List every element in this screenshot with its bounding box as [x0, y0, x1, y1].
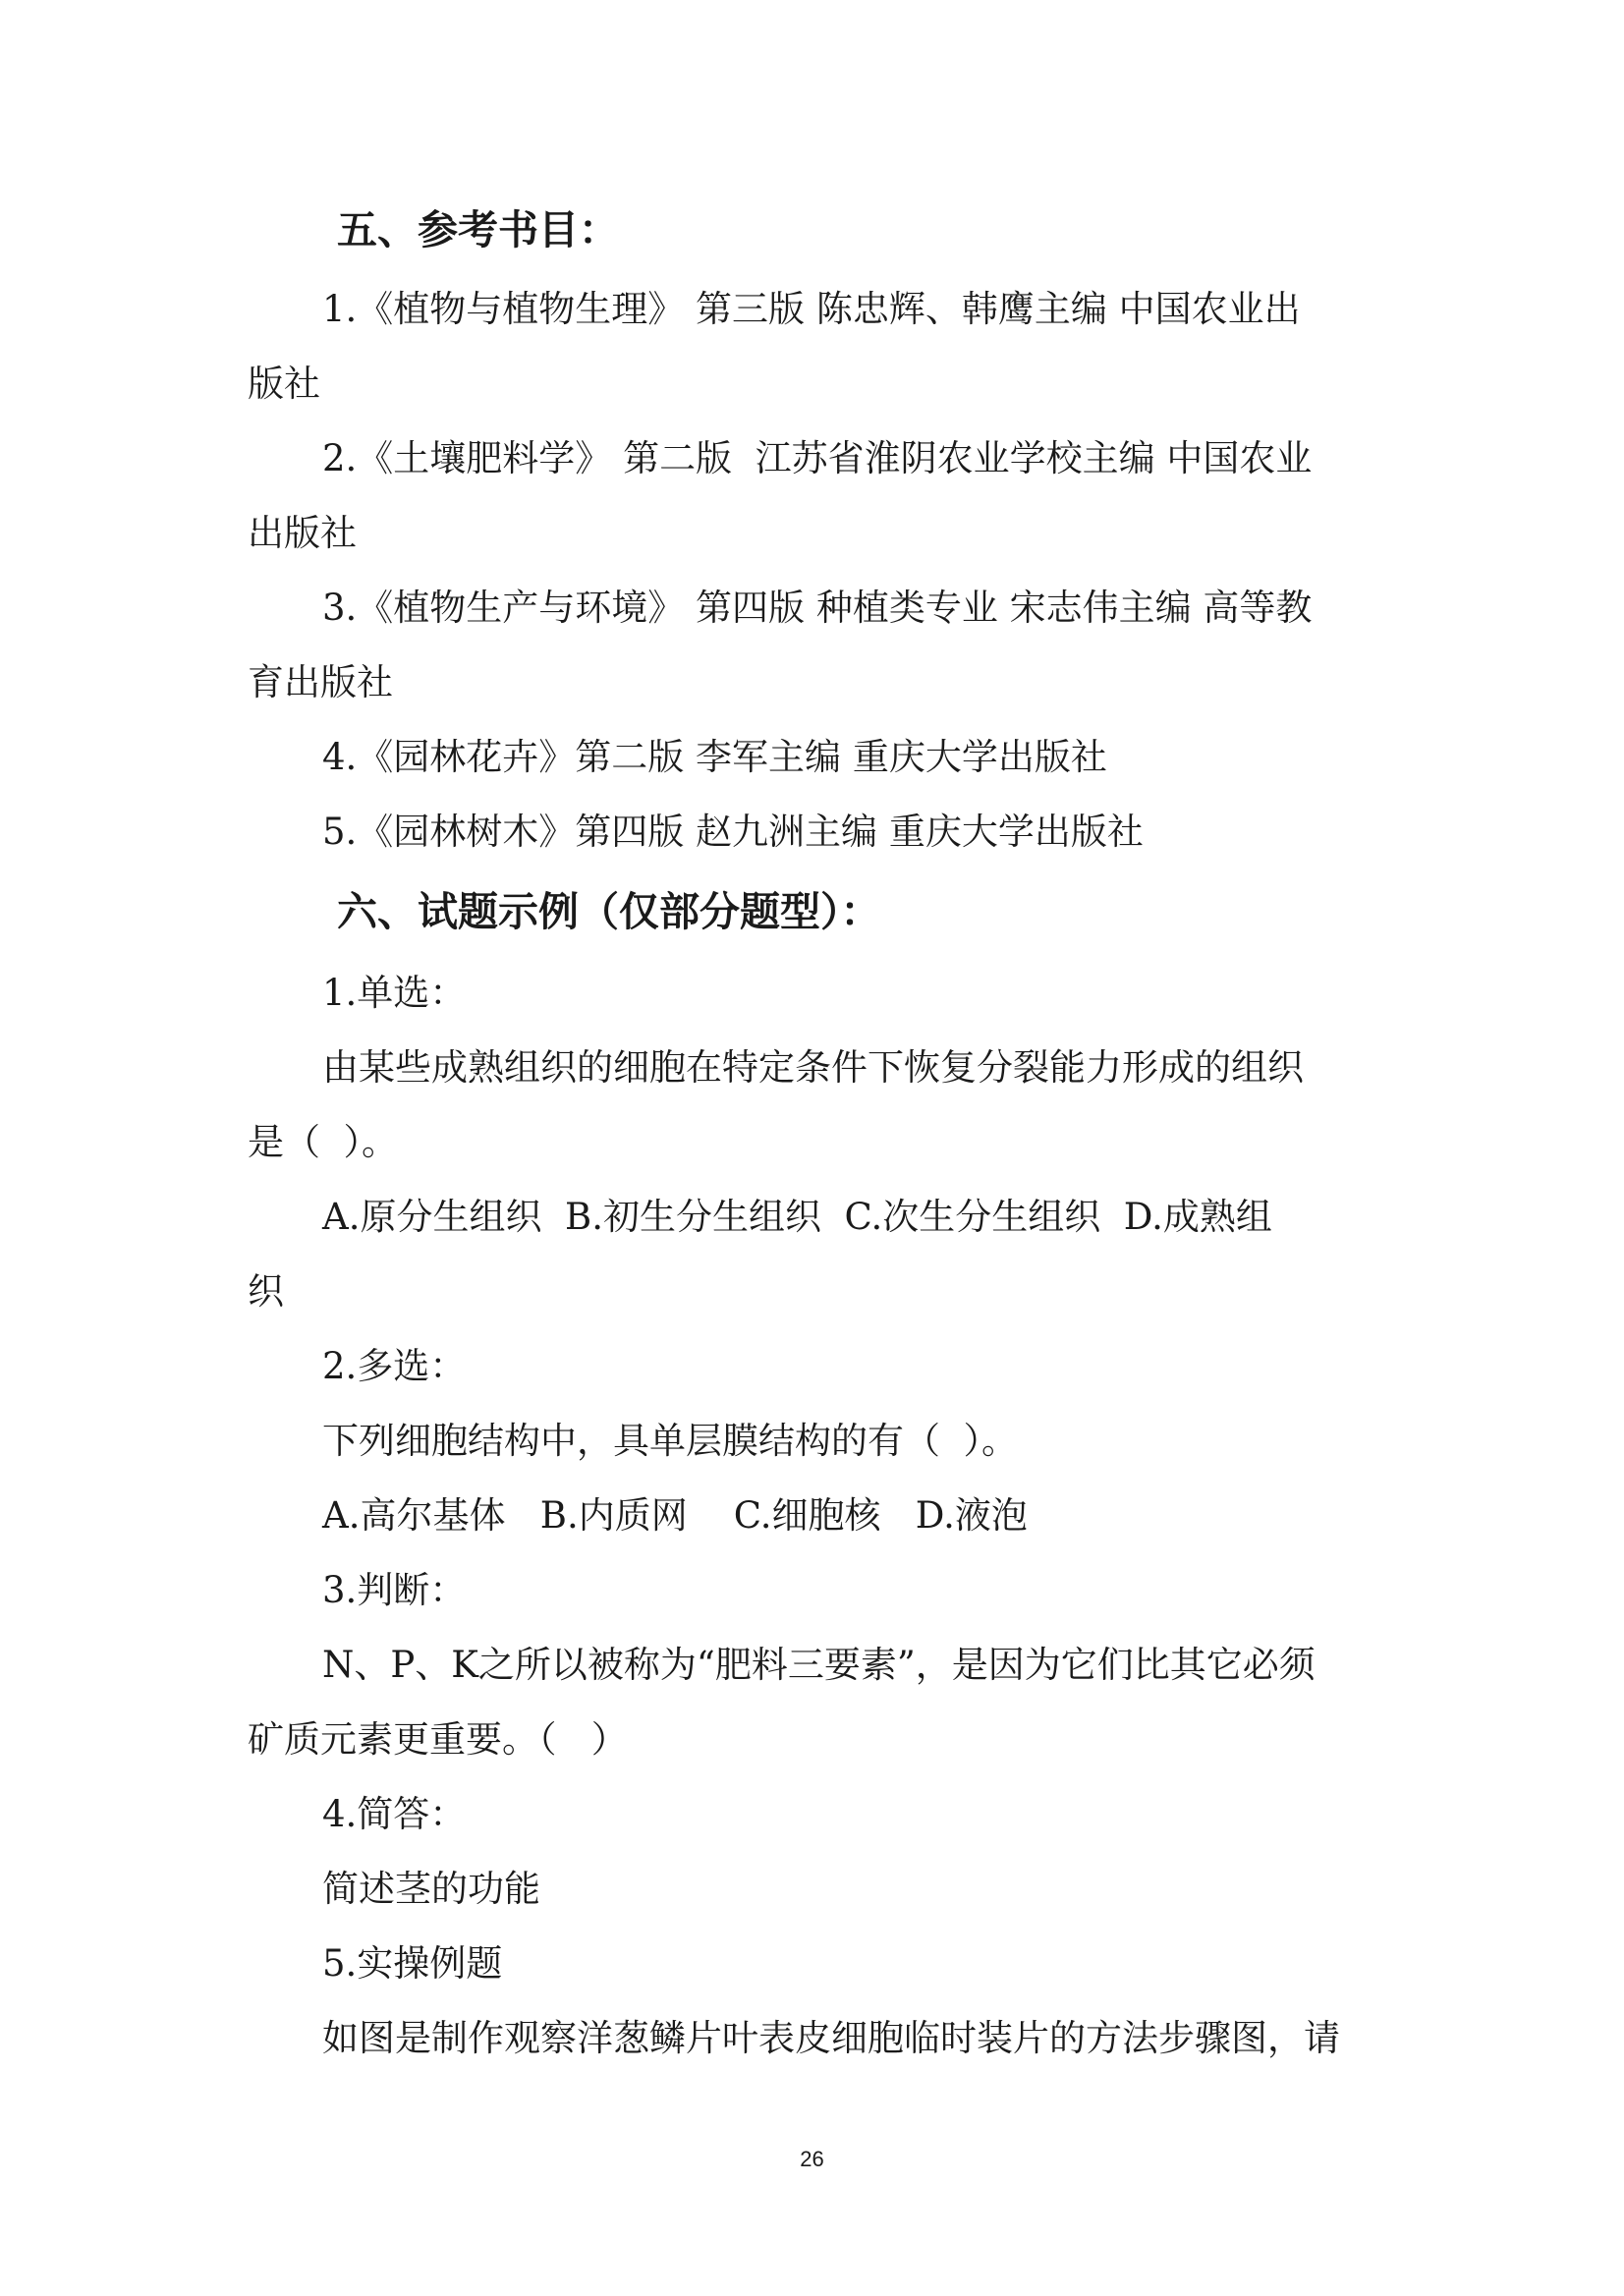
references-heading: 五、参考书目：	[337, 206, 619, 253]
reference-line: 2.《土壤肥料学》 第二版 江苏省淮阴农业学校主编 中国农业	[322, 437, 1313, 479]
example-line: 织	[248, 1270, 284, 1313]
examples-heading: 六、试题示例（仅部分题型）：	[337, 888, 881, 935]
reference-line: 3.《植物生产与环境》 第四版 种植类专业 宋志伟主编 高等教	[322, 587, 1313, 629]
example-line: 5.实操例题	[322, 1942, 503, 1985]
reference-line: 出版社	[248, 512, 357, 554]
reference-line: 5.《园林树木》第四版 赵九洲主编 重庆大学出版社	[322, 811, 1144, 853]
example-line: 4.简答：	[322, 1793, 467, 1835]
reference-line: 育出版社	[248, 661, 393, 703]
example-line: 下列细胞结构中，具单层膜结构的有（ ）。	[322, 1420, 1019, 1462]
reference-line: 版社	[248, 363, 320, 405]
example-line: 简述茎的功能	[322, 1868, 540, 1910]
example-line: 由某些成熟组织的细胞在特定条件下恢复分裂能力形成的组织	[322, 1046, 1304, 1089]
example-line: 3.判断：	[322, 1569, 467, 1611]
example-line: 矿质元素更重要。（ ）	[248, 1718, 628, 1761]
example-line: N、P、K之所以被称为“肥料三要素”，是因为它们比其它必须	[322, 1644, 1316, 1686]
example-line: A.原分生组织 B.初生分生组织 C.次生分生组织 D.成熟组	[322, 1196, 1272, 1238]
example-line: 1.单选：	[322, 972, 467, 1014]
example-line: 如图是制作观察洋葱鳞片叶表皮细胞临时装片的方法步骤图，请	[322, 2017, 1340, 2059]
example-line: A.高尔基体 B.内质网 C.细胞核 D.液泡	[322, 1494, 1028, 1537]
example-line: 2.多选：	[322, 1345, 467, 1387]
reference-line: 4.《园林花卉》第二版 李军主编 重庆大学出版社	[322, 736, 1107, 778]
example-line: 是（ ）。	[248, 1121, 399, 1163]
page-number: 26	[800, 2147, 824, 2171]
reference-line: 1.《植物与植物生理》 第三版 陈忠辉、韩鹰主编 中国农业出	[322, 288, 1301, 330]
